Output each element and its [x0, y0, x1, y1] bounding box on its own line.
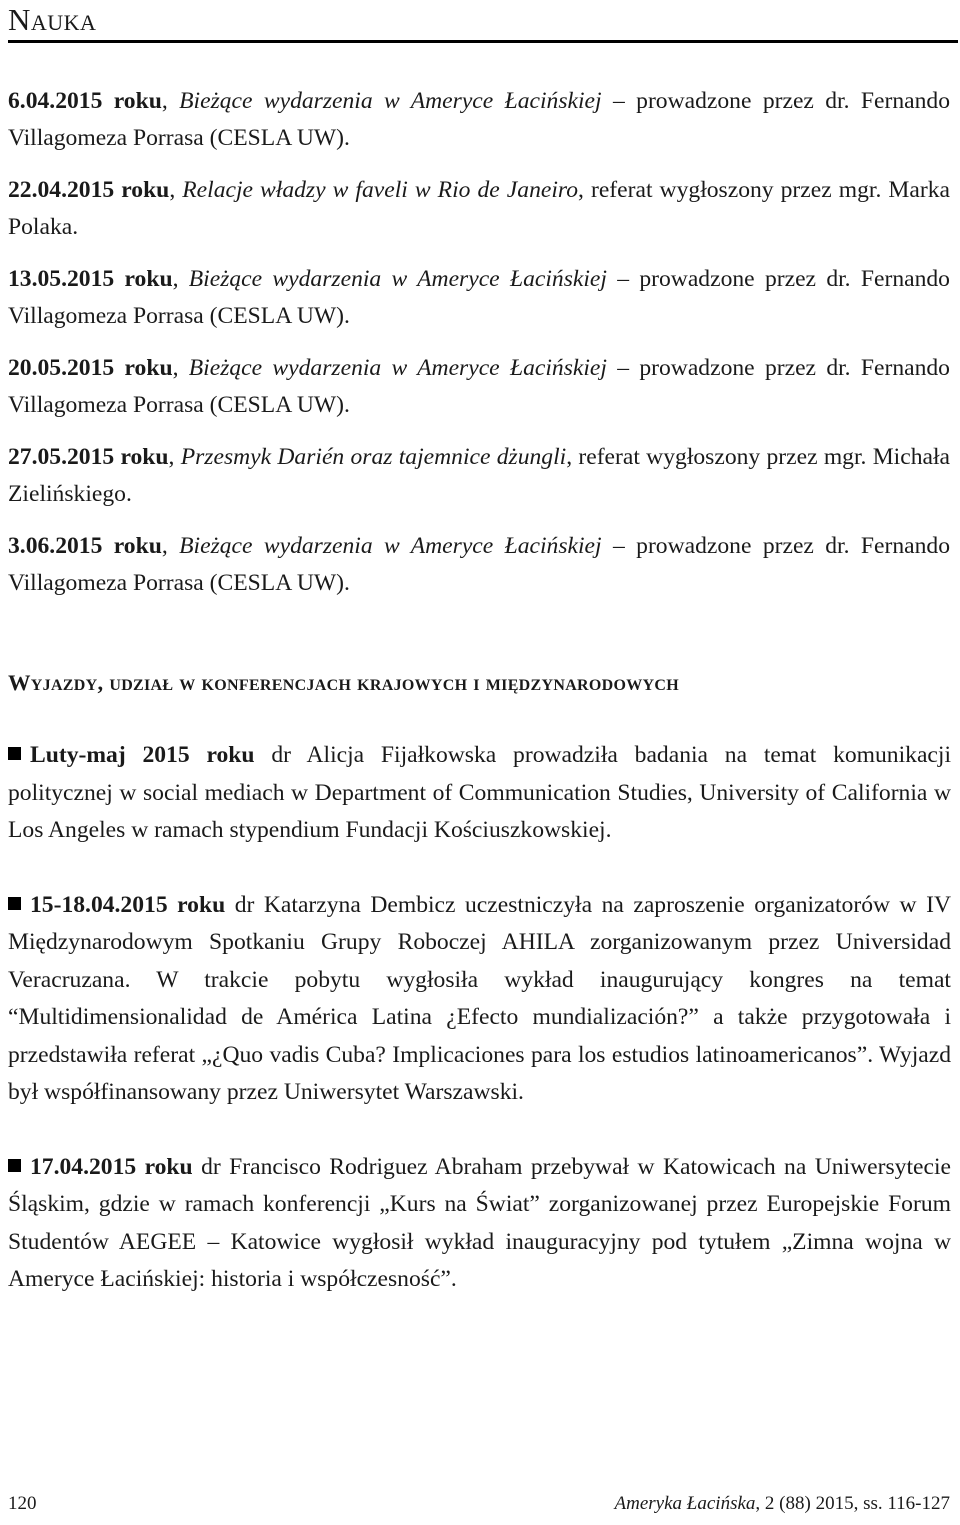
seminar-separator: ,	[161, 88, 180, 114]
seminar-date: 20.05.2015 roku	[8, 355, 173, 381]
page-number: 120	[8, 1493, 37, 1514]
seminar-date: 6.04.2015 roku	[8, 88, 162, 114]
section-title: Nauka	[8, 2, 97, 37]
seminar-separator: ,	[168, 444, 181, 470]
seminar-separator: ,	[161, 533, 180, 559]
seminar-topic: Bieżące wydarzenia w Ameryce Łacińskiej	[188, 355, 607, 381]
seminar-date: 27.05.2015 roku	[8, 444, 169, 470]
seminar-details: – prowadzone przez dr. Fernando Villagomeza Porrasa (CESLA UW).	[8, 355, 950, 418]
bullet-square-icon	[8, 1159, 21, 1172]
seminar-details: – prowadzone przez dr. Fernando Villagomeza Porrasa (CESLA UW).	[8, 88, 950, 151]
journal-issue: , 2 (88) 2015, ss. 116-127	[755, 1493, 950, 1514]
seminar-list	[8, 83, 950, 617]
seminar-details: , referat wygłoszony przez mgr. Marka Polaka.	[8, 177, 950, 240]
seminar-topic: Bieżące wydarzenia w Ameryce Łacińskiej	[188, 266, 607, 292]
trip-entry	[8, 1149, 951, 1299]
seminar-topic: Bieżące wydarzenia w Ameryce Łacińskiej	[179, 533, 602, 559]
page-header	[8, 0, 958, 43]
trip-date: Luty-maj 2015 roku	[30, 742, 255, 768]
seminar-details: , referat wygłoszony przez mgr. Michała Zielińskiego.	[8, 444, 950, 507]
trip-description: dr Francisco Rodriguez Abraham przebywał w Katowicach na Uniwersytecie Śląskim, gdzie w ramach konferencji „Kurs na Świat” zorganizowanej przez Europejskie Forum Studentów AEGEE – Katowice wygłosił wykład inauguracyjny pod tytułem „Zimna wojna w Ameryce Łacińskiej: historia i współczesność”.	[8, 1153, 951, 1292]
trip-list	[8, 737, 951, 1336]
journal-citation	[615, 1493, 950, 1515]
trip-entry	[8, 737, 951, 850]
trip-date: 15-18.04.2015 roku	[30, 891, 226, 918]
seminar-entry	[8, 528, 950, 602]
seminar-details: – prowadzone przez dr. Fernando Villagomeza Porrasa (CESLA UW).	[8, 533, 950, 596]
seminar-date: 3.06.2015 roku	[8, 533, 162, 559]
trip-entry	[8, 887, 951, 1112]
trip-description: dr Katarzyna Dembicz uczestniczyła na zaproszenie organizatorów w IV Międzynarodowym Spotkaniu Grupy Roboczej AHILA zorganizowanym przez Universidad Veracruzana. W trakcie pobytu wygłosiła wykład inaugurujący kongres na temat “Multidimensionalidad de América Latina ¿Efecto mundialización?” a także przygotowała i przedstawiła referat „¿Quo vadis Cuba? Implicaciones para los estudios latinoamericanos”. Wyjazd był współfinansowany przez Uniwersytet Warszawski.	[8, 891, 951, 1105]
trip-date: 17.04.2015 roku	[30, 1153, 193, 1180]
seminar-date: 13.05.2015 roku	[8, 266, 173, 292]
seminar-separator: ,	[169, 177, 183, 203]
seminar-entry	[8, 439, 950, 513]
seminar-entry	[8, 261, 950, 335]
trip-description: dr Alicja Fijałkowska prowadziła badania na temat komunikacji politycznej w social mediach w Department of Communication Studies, University of California w Los Angeles w ramach stypendium Fundacji Kościuszkowskiej.	[8, 742, 952, 843]
seminar-entry	[8, 83, 950, 157]
seminar-separator: ,	[172, 266, 189, 292]
seminar-topic: Relacje władzy w faveli w Rio de Janeiro	[182, 177, 579, 203]
seminar-topic: Bieżące wydarzenia w Ameryce Łacińskiej	[179, 88, 602, 114]
journal-title: Ameryka Łacińska	[614, 1493, 756, 1514]
seminar-date: 22.04.2015 roku	[8, 177, 170, 203]
seminar-separator: ,	[172, 355, 189, 381]
section-heading: Wyjazdy, udział w konferencjach krajowych i międzynarodowych	[8, 670, 680, 695]
seminar-entry	[8, 172, 950, 246]
seminar-details: – prowadzone przez dr. Fernando Villagomeza Porrasa (CESLA UW).	[8, 266, 950, 329]
bullet-square-icon	[8, 897, 21, 910]
bullet-square-icon	[8, 747, 21, 760]
seminar-topic: Przesmyk Darién oraz tajemnice dżungli	[180, 444, 567, 470]
seminar-entry	[8, 350, 950, 424]
